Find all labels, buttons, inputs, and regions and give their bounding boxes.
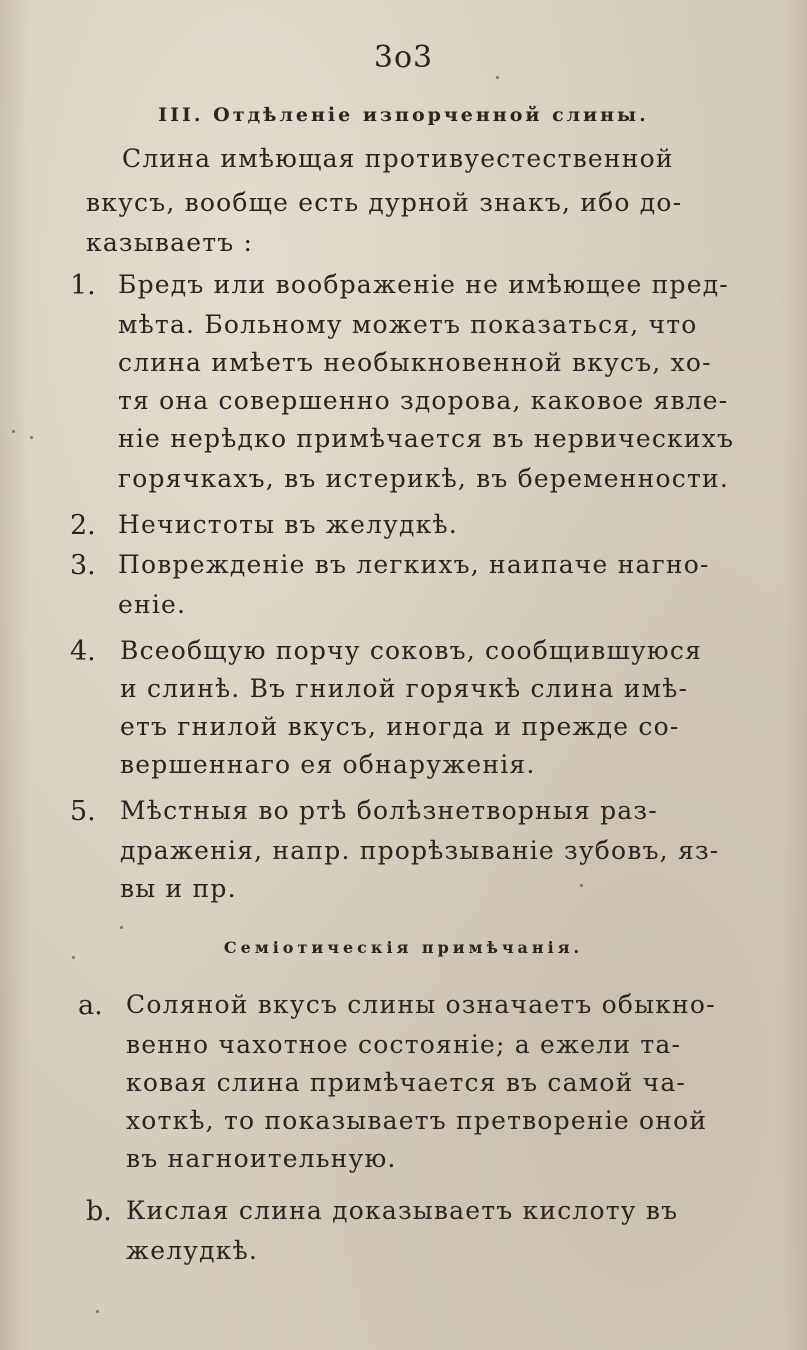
note-marker: a.: [78, 990, 103, 1021]
list-item-line: Всеобщую порчу соковъ, сообщившуюся: [120, 636, 703, 665]
list-marker: 5.: [70, 796, 96, 827]
list-marker: 1.: [70, 270, 96, 301]
list-item-line: Мѣстныя во ртѣ болѣзнетворныя раз-: [120, 796, 658, 825]
list-marker: 4.: [70, 636, 96, 667]
list-item-line: вершеннаго ея обнаруженія.: [120, 750, 536, 779]
list-item-line: мѣта. Больному можетъ показаться, что: [118, 310, 698, 339]
list-item-line: слина имѣетъ необыкновенной вкусъ, хо-: [118, 348, 712, 377]
list-item-line: Бредъ или воображеніе не имѣющее пред-: [118, 270, 729, 299]
note-line: хоткѣ, то показываетъ претвореніе оной: [126, 1106, 708, 1135]
note-line: въ нагноительную.: [126, 1144, 397, 1173]
list-item-line: Поврежденіе въ легкихъ, наипаче нагно-: [118, 550, 710, 579]
paragraph-line: вкусъ, вообще есть дурной знакъ, ибо до-: [86, 188, 683, 217]
list-marker: 3.: [70, 550, 96, 581]
page-number: 3о3: [373, 40, 434, 75]
paper-speck: [12, 430, 15, 433]
list-item-line: вы и пр.: [120, 874, 237, 903]
paper-speck: [96, 1310, 99, 1313]
note-marker: b.: [86, 1196, 112, 1227]
list-marker: 2.: [70, 510, 96, 541]
paper-speck: [496, 76, 499, 79]
list-item-line: горячкахъ, въ истерикѣ, въ беременности.: [118, 464, 729, 493]
list-item-line: етъ гнилой вкусъ, иногда и прежде со-: [120, 712, 680, 741]
list-item-line: ніе нерѣдко примѣчается въ нервическихъ: [118, 424, 735, 453]
list-item-line: тя она совершенно здорова, каковое явле-: [118, 386, 729, 415]
note-line: ковая слина примѣчается въ самой ча-: [126, 1068, 687, 1097]
note-line: венно чахотное состояніе; а ежели та-: [126, 1030, 682, 1059]
list-item-line: драженія, напр. прорѣзываніе зубовъ, яз-: [120, 836, 720, 865]
paper-speck: [72, 956, 75, 959]
list-item-line: еніе.: [118, 590, 187, 619]
paragraph-line: Слина имѣющая противуестественной: [122, 144, 674, 173]
paper-speck: [120, 926, 123, 929]
subheading: Семіотическія примѣчанія.: [223, 938, 584, 957]
note-line: Соляной вкусъ слины означаетъ обыкно-: [126, 990, 716, 1019]
list-item-line: Нечистоты въ желудкѣ.: [118, 510, 458, 539]
note-line: желудкѣ.: [126, 1236, 259, 1265]
paragraph-line: казываетъ :: [86, 228, 254, 257]
section-heading: III. Отдѣленіе изпорченной слины.: [158, 104, 649, 126]
note-line: Кислая слина доказываетъ кислоту въ: [126, 1196, 679, 1225]
list-item-line: и слинѣ. Въ гнилой горячкѣ слина имѣ-: [120, 674, 689, 703]
paper-speck: [580, 884, 583, 887]
paper-speck: [30, 436, 33, 439]
